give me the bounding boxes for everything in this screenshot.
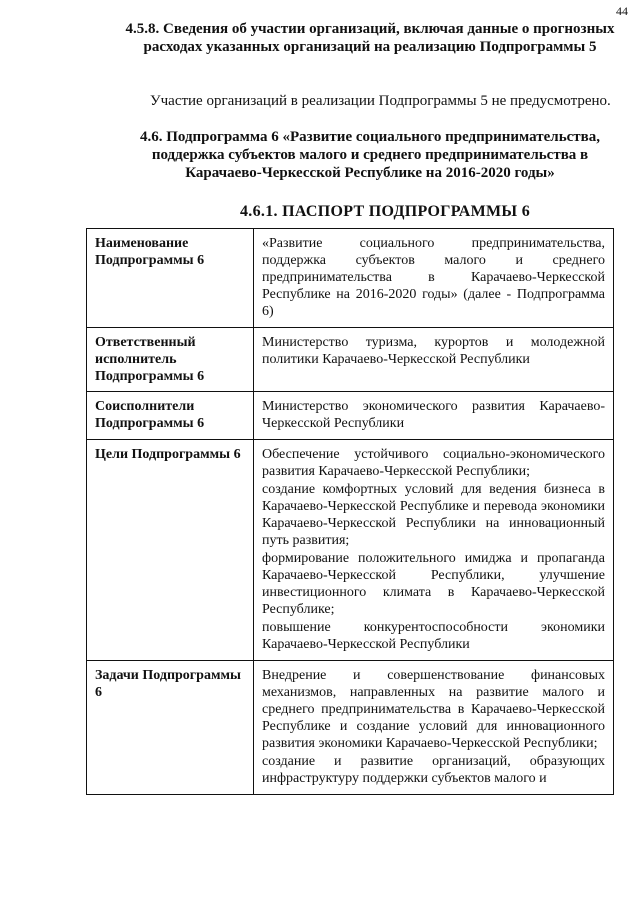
row-label: Цели Подпрограммы 6	[87, 440, 254, 661]
row-value-item: повышение конкурентоспособности экономики Карачаево-Черкесской Республики	[262, 620, 605, 652]
row-value-item: Министерство туризма, курортов и молодежной политики Карачаево-Черкесской Республики	[262, 335, 605, 367]
section-4-6-title: 4.6. Подпрограмма 6 «Развитие социального предпринимательства, поддержка субъектов малого и среднего предпринимательства в Карачаево-Черкесской Республике на 2016-2020 годы»	[139, 129, 601, 181]
row-value	[254, 229, 614, 328]
row-value-item: Внедрение и совершенствование финансовых механизмов, направленных на развитие малого и среднего предпринимательства в Карачаево-Черкесской Республике и создание условий для инновационного развития экономики Карачаево-Черкесской Республики;	[262, 668, 605, 751]
passport-table	[86, 228, 614, 795]
row-value-item: Обеспечение устойчивого социально-экономического развития Карачаево-Черкесской Республики;	[262, 447, 605, 479]
page-number: 44	[616, 4, 628, 18]
row-value-item: создание и развитие организаций, образующих инфраструктуру поддержки субъектов малого и	[262, 754, 605, 786]
row-label: Задачи Подпрограммы 6	[87, 661, 254, 795]
passport-row-name	[87, 229, 614, 328]
row-value	[254, 392, 614, 440]
row-value-item: «Развитие социального предпринимательства, поддержка субъектов малого и среднего предпринимательства в Карачаево-Черкесской Республике на 2016-2020 годы» (далее - Подпрограмма 6)	[262, 236, 605, 319]
row-label: Ответственный исполнитель Подпрограммы 6	[87, 328, 254, 392]
section-4-5-8-text: Участие организаций в реализации Подпрограммы 5 не предусмотрено.	[150, 93, 611, 109]
row-value-item: создание комфортных условий для ведения бизнеса в Карачаево-Черкесской Республике и перевода экономики Карачаево-Черкесской Республики на инновационный путь развития;	[262, 482, 605, 548]
row-value	[254, 661, 614, 795]
passport-title: 4.6.1. ПАСПОРТ ПОДПРОГРАММЫ 6	[240, 203, 531, 220]
passport-row-goals	[87, 440, 614, 661]
passport-row-executor	[87, 328, 614, 392]
row-label: Соисполнители Подпрограммы 6	[87, 392, 254, 440]
section-4-5-8-title: 4.5.8. Сведения об участии организаций, включая данные о прогнозных расходах указанных организаций на реализацию Подпрограммы 5	[125, 21, 615, 55]
row-value	[254, 440, 614, 661]
row-value	[254, 328, 614, 392]
passport-row-tasks	[87, 661, 614, 795]
row-value-item: Министерство экономического развития Карачаево-Черкесской Республики	[262, 399, 605, 431]
row-value-item: формирование положительного имиджа и пропаганда Карачаево-Черкесской Республики, улучшение инвестиционного климата в Карачаево-Черкесской Республике;	[262, 551, 605, 617]
row-label: Наименование Подпрограммы 6	[87, 229, 254, 328]
passport-row-coexecutors	[87, 392, 614, 440]
